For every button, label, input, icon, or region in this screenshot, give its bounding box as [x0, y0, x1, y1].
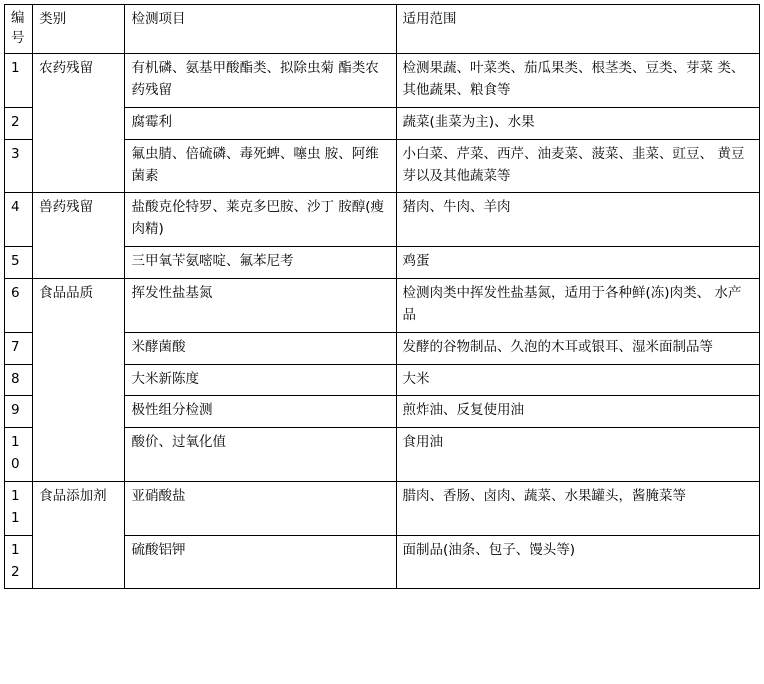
row-scope: 检测肉类中挥发性盐基氮，适用于各种鲜(冻)肉类、 水产品	[396, 279, 759, 333]
row-no: 10	[5, 428, 33, 482]
row-scope: 鸡蛋	[396, 247, 759, 279]
row-no: 12	[5, 535, 33, 589]
row-scope: 发酵的谷物制品、久泡的木耳或银耳、湿米面制品等	[396, 332, 759, 364]
row-no: 7	[5, 332, 33, 364]
column-header-category: 类别	[33, 5, 125, 54]
row-item: 挥发性盐基氮	[125, 279, 396, 333]
row-no: 6	[5, 279, 33, 333]
column-header-item: 检测项目	[125, 5, 396, 54]
row-scope: 面制品(油条、包子、馒头等)	[396, 535, 759, 589]
row-no: 1	[5, 54, 33, 108]
row-scope: 猪肉、牛肉、羊肉	[396, 193, 759, 247]
row-item: 硫酸铝钾	[125, 535, 396, 589]
row-item: 酸价、过氧化值	[125, 428, 396, 482]
row-scope: 蔬菜(韭菜为主)、水果	[396, 107, 759, 139]
row-category: 食品品质	[33, 279, 125, 482]
table-row	[5, 279, 760, 333]
row-item: 三甲氧苄氨嘧啶、氟苯尼考	[125, 247, 396, 279]
row-item: 盐酸克伦特罗、莱克多巴胺、沙丁 胺醇(瘦肉精)	[125, 193, 396, 247]
row-item: 米酵菌酸	[125, 332, 396, 364]
row-item: 有机磷、氨基甲酸酯类、拟除虫菊 酯类农药残留	[125, 54, 396, 108]
food-safety-test-table	[4, 4, 760, 589]
column-header-no-label: 编 号	[11, 10, 25, 46]
row-no: 9	[5, 396, 33, 428]
row-no: 2	[5, 107, 33, 139]
column-header-no	[5, 5, 33, 54]
row-no: 5	[5, 247, 33, 279]
row-no: 8	[5, 364, 33, 396]
row-item: 极性组分检测	[125, 396, 396, 428]
row-no: 3	[5, 139, 33, 193]
row-scope: 食用油	[396, 428, 759, 482]
row-scope: 大米	[396, 364, 759, 396]
table-row	[5, 193, 760, 247]
column-header-scope: 适用范围	[396, 5, 759, 54]
row-category: 农药残留	[33, 54, 125, 193]
row-scope: 煎炸油、反复使用油	[396, 396, 759, 428]
row-item: 大米新陈度	[125, 364, 396, 396]
row-no: 11	[5, 482, 33, 536]
row-item: 亚硝酸盐	[125, 482, 396, 536]
row-scope: 检测果蔬、叶菜类、茄瓜果类、根茎类、豆类、芽菜 类、其他蔬果、粮食等	[396, 54, 759, 108]
row-item: 腐霉利	[125, 107, 396, 139]
row-scope: 腊肉、香肠、卤肉、蔬菜、水果罐头，酱腌菜等	[396, 482, 759, 536]
table-row	[5, 54, 760, 108]
table-header-row	[5, 5, 760, 54]
table-row	[5, 482, 760, 536]
row-item: 氟虫腈、倍硫磷、毒死蜱、噻虫 胺、阿维菌素	[125, 139, 396, 193]
row-category: 兽药残留	[33, 193, 125, 279]
row-scope: 小白菜、芹菜、西芹、油麦菜、菠菜、韭菜、豇豆、 黄豆芽以及其他蔬菜等	[396, 139, 759, 193]
row-category: 食品添加剂	[33, 482, 125, 589]
row-no: 4	[5, 193, 33, 247]
